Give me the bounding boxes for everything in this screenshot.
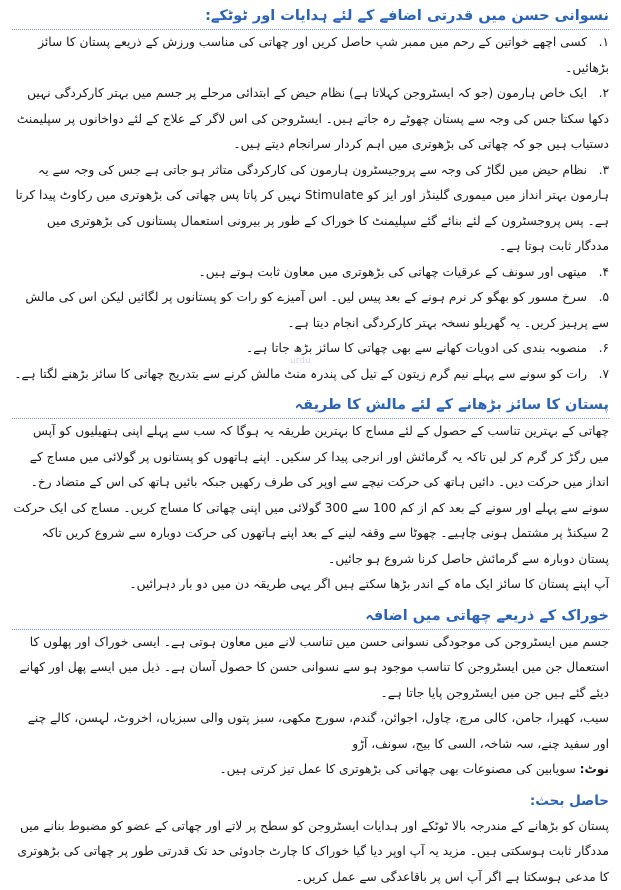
food-list: سیب، کھیرا، جامن، کالی مرچ، چاول، اجوائن، گندم، سورج مکھی، سبز پتوں والی سبزیاں، اخروٹ، لہسن، کالے چنے اور سفید چنے، سہ شاخہ، السی کا بیج، سونف، آڑو [12, 706, 609, 757]
tip-item [12, 158, 609, 260]
conclusion-heading: حاصل بحث: [12, 791, 609, 814]
tip-text: منصوبہ بندی کی ادویات کھانے سے بھی چھاتی کا سائز بڑھ جاتا ہے۔ [246, 341, 587, 355]
tip-text: سرخ مسور کو بھگو کر نرم ہونے کے بعد پیس لیں۔ اس آمیزے کو رات کو پستانوں پر لگائیں لیکن اس کی مالش سے پرہیز کریں۔ یہ گھریلو نسخہ بہتر کارکردگی انجام دیتا ہے۔ [25, 290, 609, 330]
tip-item [12, 285, 609, 336]
massage-heading: پستان کا سائز بڑھانے کے لئے مالش کا طریقہ [12, 395, 609, 419]
note-text: سویابین کی مصنوعات بھی چھاتی کی بڑھوتری کا عمل تیز کرتی ہیں۔ [220, 762, 576, 776]
tip-text: کسی اچھے خواتین کے رحم میں ممبر شپ حاصل کریں اور چھاتی کی مناسب ورزش کے ذریعے پستان کا سائز بڑھائیں۔ [38, 35, 609, 75]
note-label: نوٹ: [580, 762, 609, 776]
tip-text: نظام حیض میں لگاڑ کی وجہ سے پروجیسٹرون ہارمون کی کارکردگی متاثر ہو جاتی ہے جس کی وجہ سے یہ ہارمون بہتر انداز میں میموری گلینڈز اور ایز کو [38, 163, 609, 203]
tip-number: ۱. [587, 30, 609, 56]
diet-heading: خوراک کے ذریعے چھاتی میں اضافہ [12, 606, 609, 630]
massage-paragraph: آپ اپنے پستان کا سائز ایک ماہ کے اندر بڑھا سکتے ہیں اگر یہی طریقہ دن میں دو بار دہرائیں۔ [12, 572, 609, 598]
tip-number: ۶. [587, 336, 609, 362]
tips-section [12, 6, 609, 387]
tip-number: ۵. [587, 285, 609, 311]
conclusion-section [12, 791, 609, 890]
note [12, 757, 609, 783]
diet-paragraph: جسم میں ایسٹروجن کی موجودگی نسوانی حسن میں تناسب لانے میں معاون ہوتی ہے۔ ایسی خوراک اور پھلوں کا استعمال جن میں ایسٹروجن کا تناسب موجود ہو سے نسوانی حسن کا حصول آسان ہے۔ ذیل میں ایسے پھل اور کھانے دیئے گئے ہیں جن میں ایسٹروجن پایا جاتا ہے۔ [12, 630, 609, 707]
tip-item [12, 30, 609, 81]
tips-heading: نسوانی حسن میں قدرتی اضافے کے لئے ہدایات اور ٹوٹکے: [12, 6, 609, 30]
conclusion-paragraph: پستان کو بڑھانے کے مندرجہ بالا ٹوٹکے اور ہدایات ایسٹروجن کو سطح پر لاتے اور چھاتی کے عضو کو مضبوط بنانے میں مددگار ثابت ہوسکتی ہیں۔ مزید یہ آپ اوپر دیا گیا خوراک کا چارٹ جادوئی حد تک قدرتی طور پر چھاتی کی بڑھوتری کا مدعی ہوسکتا ہے اگر آپ اس پر باقاعدگی سے عمل کریں۔ [12, 814, 609, 890]
tip-text: رات کو سونے سے پہلے نیم گرم زیتون کے تیل کی پندرہ منٹ مالش کرنے سے بتدریج چھاتی کا سائز بڑھنے لگتا ہے۔ [14, 367, 587, 381]
tip-text: میتھی اور سونف کے عرقیات چھاتی کی بڑھوتری میں معاون ثابت ہوتے ہیں۔ [199, 265, 587, 279]
tip-number: ۳. [587, 158, 609, 184]
tip-number: ۷. [587, 362, 609, 388]
massage-paragraph: چھاتی کے بہترین تناسب کے حصول کے لئے مساج کا بہترین طریقہ یہ ہوگا کہ سب سے پہلے اپنی ہتھیلیوں کو آپس میں رگڑ کر گرم کر لیں تاکہ یہ گرمائش اور انرجی پیدا کر سکیں۔ اپنے ہاتھوں کو پستانوں پر گولائی میں مساج کے انداز میں حرکت دیں۔ دائیں ہاتھ کی حرکت نیچے سے اوپر کی طرف رکھیں جبکہ بائیں ہاتھ کی اس کے متضاد رخ۔ سونے سے پہلے اور سونے کے بعد کم از کم 100 سے 300 گولائی میں اپنی چھاتی کا مساج کریں۔ مساج کی ایک حرکت 2 سیکنڈ پر مشتمل ہونی چاہیے۔ چھوٹا سے وقفہ لینے کے بعد اپنے ہاتھوں کی حرکت دوبارہ سے شروع کریں تاکہ پستان دوبارہ سے گرمائش حاصل کرنا شروع ہو جائیں۔ [12, 419, 609, 572]
tip-text: ایک خاص ہارمون (جو کہ ایسٹروجن کہلاتا ہے) نظام حیض کے ابتدائی مرحلے پر جسم میں بہتر کارکردگی نہیں دکھا سکتا جس کی وجہ سے پستان چھوٹے رہ جاتے ہیں۔ ایسٹروجن کی اس لاگر کے علاج کے لئے دواخانوں پر سپلیمنٹ دستیاب ہیں جو کہ چھاتی کی بڑھوتری میں اہم کردار سرانجام دیتے ہیں۔ [17, 86, 609, 151]
massage-section [12, 395, 609, 598]
tip-text-continued: نہیں کر پاتا پس چھاتی کی بڑھوتری میں رکاوٹ پیدا کرتا ہے۔ پس پروجسٹرون کے لئے بنائے گئے سپلیمنٹ کا خوراک کے طور پر بیرونی استعمال پستانوں کی بڑھوتری میں مددگار ثابت ہوتا ہے۔ [16, 188, 609, 253]
tip-latin-word: Stimulate [305, 188, 364, 202]
tip-item [12, 260, 609, 286]
watermark: urdu [290, 356, 311, 366]
tip-item [12, 81, 609, 158]
tip-number: ۴. [587, 260, 609, 286]
diet-section [12, 606, 609, 783]
tip-number: ۲. [587, 81, 609, 107]
